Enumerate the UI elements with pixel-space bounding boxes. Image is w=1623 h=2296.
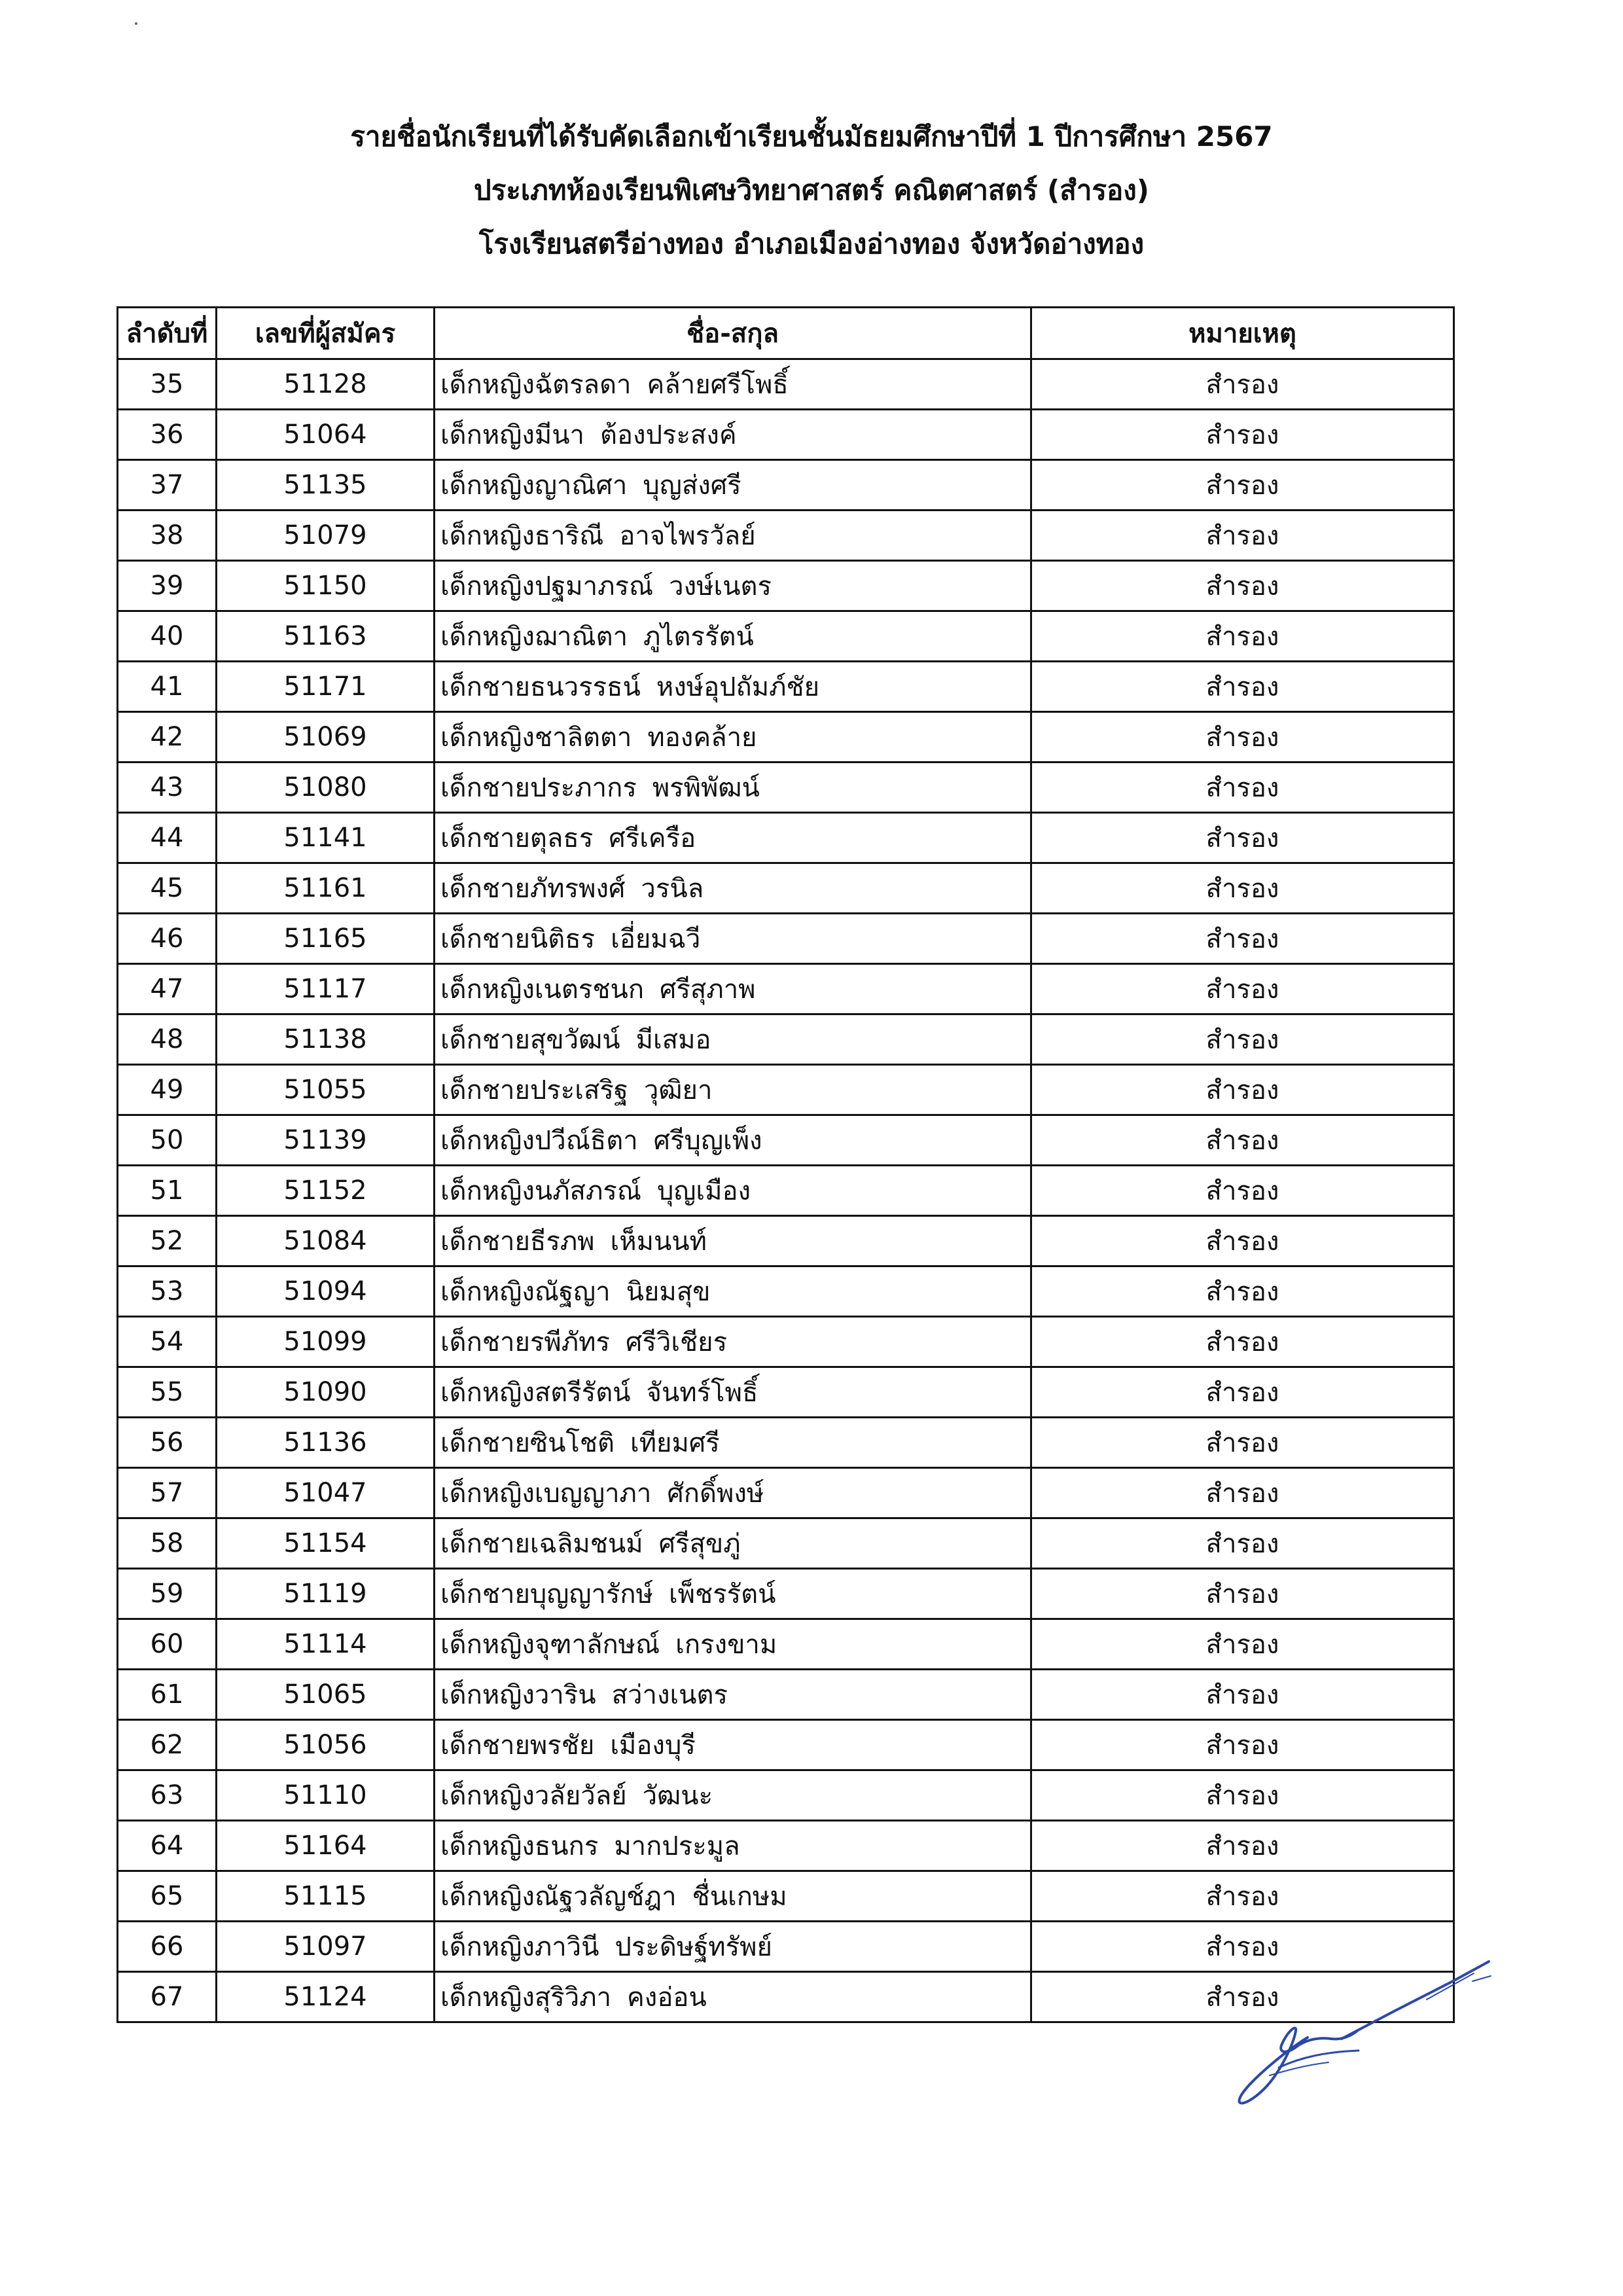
table-row	[118, 611, 1454, 662]
last-name: ต้องประสงค์	[600, 420, 737, 450]
last-name: ศรีเครือ	[609, 823, 696, 853]
applicant-no-cell: 51124	[217, 1972, 435, 2022]
name-cell	[435, 1922, 1031, 1972]
order-cell: 48	[118, 1014, 217, 1065]
remark-cell: สำรอง	[1031, 762, 1454, 813]
order-cell: 47	[118, 964, 217, 1014]
first-name: เด็กหญิงสุริวิภา	[440, 1982, 612, 2013]
last-name: คงอ่อน	[627, 1982, 707, 2013]
last-name: วรนิล	[641, 874, 704, 904]
name-cell	[435, 1770, 1031, 1821]
name-cell	[435, 1670, 1031, 1720]
name-cell	[435, 1821, 1031, 1871]
title-line-2: ประเภทห้องเรียนพิเศษวิทยาศาสตร์ คณิตศาสตร์ (สำรอง)	[474, 174, 1149, 206]
name-cell	[435, 359, 1031, 410]
first-name: เด็กหญิงเบญญาภา	[440, 1479, 652, 1509]
first-name: เด็กชายประเสริฐ	[440, 1075, 628, 1105]
column-header-applicant-no: เลขที่ผู้สมัคร	[217, 308, 435, 359]
table-row	[118, 1720, 1454, 1770]
last-name: เพ็ชรรัตน์	[669, 1579, 776, 1609]
remark-cell: สำรอง	[1031, 1266, 1454, 1317]
order-cell: 62	[118, 1720, 217, 1770]
first-name: เด็กชายตุลธร	[440, 823, 594, 853]
remark-cell: สำรอง	[1031, 1569, 1454, 1619]
table-row	[118, 1468, 1454, 1518]
order-cell: 63	[118, 1770, 217, 1821]
order-cell: 57	[118, 1468, 217, 1518]
remark-cell: สำรอง	[1031, 1014, 1454, 1065]
order-cell: 61	[118, 1670, 217, 1720]
name-cell	[435, 1065, 1031, 1115]
first-name: เด็กหญิงธาริณี	[440, 521, 604, 551]
first-name: เด็กหญิงณัฐญา	[440, 1277, 611, 1307]
applicant-no-cell: 51138	[217, 1014, 435, 1065]
name-cell	[435, 1014, 1031, 1065]
remark-cell: สำรอง	[1031, 914, 1454, 964]
remark-cell: สำรอง	[1031, 410, 1454, 460]
last-name: ศรีสุขภู่	[658, 1529, 741, 1559]
remark-cell: สำรอง	[1031, 1418, 1454, 1468]
order-cell: 59	[118, 1569, 217, 1619]
first-name: เด็กหญิงภาวินี	[440, 1932, 599, 1962]
last-name: เทียมศรี	[630, 1428, 720, 1458]
last-name: วงษ์เนตร	[669, 571, 772, 601]
table-row	[118, 914, 1454, 964]
applicant-no-cell: 51154	[217, 1518, 435, 1569]
remark-cell: สำรอง	[1031, 1720, 1454, 1770]
name-cell	[435, 561, 1031, 611]
remark-cell: สำรอง	[1031, 1871, 1454, 1922]
applicant-no-cell: 51094	[217, 1266, 435, 1317]
order-cell: 37	[118, 460, 217, 511]
name-cell	[435, 1569, 1031, 1619]
order-cell: 66	[118, 1922, 217, 1972]
order-cell: 50	[118, 1115, 217, 1166]
order-cell: 53	[118, 1266, 217, 1317]
name-cell	[435, 410, 1031, 460]
order-cell: 39	[118, 561, 217, 611]
last-name: ศรีสุภาพ	[660, 975, 756, 1005]
order-cell: 52	[118, 1216, 217, 1266]
remark-cell: สำรอง	[1031, 359, 1454, 410]
applicant-no-cell: 51099	[217, 1317, 435, 1367]
order-cell: 35	[118, 359, 217, 410]
applicant-no-cell: 51164	[217, 1821, 435, 1871]
name-cell	[435, 1619, 1031, 1670]
last-name: จันทร์โพธิ์	[646, 1378, 758, 1408]
first-name: เด็กหญิงสตรีรัตน์	[440, 1378, 631, 1408]
name-cell	[435, 1720, 1031, 1770]
order-cell: 44	[118, 813, 217, 863]
table-row	[118, 410, 1454, 460]
remark-cell: สำรอง	[1031, 1216, 1454, 1266]
order-cell: 51	[118, 1166, 217, 1216]
applicant-no-cell: 51136	[217, 1418, 435, 1468]
table-row	[118, 863, 1454, 914]
remark-cell: สำรอง	[1031, 662, 1454, 712]
name-cell	[435, 1871, 1031, 1922]
first-name: เด็กหญิงมีนา	[440, 420, 585, 450]
table-row	[118, 712, 1454, 762]
applicant-no-cell: 51097	[217, 1922, 435, 1972]
first-name: เด็กชายธนวรรธน์	[440, 672, 641, 702]
name-cell	[435, 1518, 1031, 1569]
remark-cell: สำรอง	[1031, 1922, 1454, 1972]
name-cell	[435, 813, 1031, 863]
remark-cell: สำรอง	[1031, 1166, 1454, 1216]
last-name: ภูไตรรัตน์	[643, 622, 754, 652]
first-name: เด็กชายรพีภัทร	[440, 1327, 610, 1357]
applicant-no-cell: 51110	[217, 1770, 435, 1821]
remark-cell: สำรอง	[1031, 1367, 1454, 1418]
table-row	[118, 762, 1454, 813]
first-name: เด็กหญิงชาลิตตา	[440, 723, 632, 753]
last-name: อาจไพรวัลย์	[619, 521, 756, 551]
first-name: เด็กชายสุขวัฒน์	[440, 1025, 620, 1055]
first-name: เด็กชายประภากร	[440, 773, 637, 803]
applicant-no-cell: 51171	[217, 662, 435, 712]
last-name: ทองคล้าย	[647, 723, 757, 753]
name-cell	[435, 1317, 1031, 1367]
applicant-no-cell: 51064	[217, 410, 435, 460]
name-cell	[435, 511, 1031, 561]
table-row	[118, 1065, 1454, 1115]
table-row	[118, 1670, 1454, 1720]
column-header-remark: หมายเหตุ	[1031, 308, 1454, 359]
name-cell	[435, 1166, 1031, 1216]
remark-cell: สำรอง	[1031, 561, 1454, 611]
applicant-no-cell: 51139	[217, 1115, 435, 1166]
first-name: เด็กชายพรชัย	[440, 1731, 595, 1761]
order-cell: 36	[118, 410, 217, 460]
first-name: เด็กหญิงปฐมาภรณ์	[440, 571, 654, 601]
order-cell: 55	[118, 1367, 217, 1418]
name-cell	[435, 1266, 1031, 1317]
remark-cell: สำรอง	[1031, 1468, 1454, 1518]
last-name: วุฒิยา	[643, 1075, 713, 1105]
last-name: ศรีบุญเพ็ง	[653, 1126, 762, 1156]
first-name: เด็กชายเฉลิมชนม์	[440, 1529, 643, 1559]
last-name: บุญส่งศรี	[643, 471, 741, 501]
document-header	[0, 110, 1623, 271]
first-name: เด็กหญิงเนตรชนก	[440, 975, 645, 1005]
table-row	[118, 1871, 1454, 1922]
first-name: เด็กหญิงณัฐวลัญช์ฎา	[440, 1882, 677, 1912]
name-cell	[435, 1216, 1031, 1266]
table-row	[118, 813, 1454, 863]
last-name: นิยมสุข	[626, 1277, 711, 1307]
remark-cell: สำรอง	[1031, 1115, 1454, 1166]
first-name: เด็กหญิงวลัยวัลย์	[440, 1781, 627, 1811]
name-cell	[435, 914, 1031, 964]
title-line-1: รายชื่อนักเรียนที่ได้รับคัดเลือกเข้าเรียนชั้นมัธยมศึกษาปีที่ 1 ปีการศึกษา 2567	[350, 120, 1273, 152]
first-name: เด็กหญิงฉัตรลดา	[440, 370, 632, 400]
last-name: เมืองบุรี	[610, 1731, 696, 1761]
applicant-no-cell: 51141	[217, 813, 435, 863]
table-row	[118, 1014, 1454, 1065]
table-row	[118, 1518, 1454, 1569]
last-name: มากประมูล	[614, 1831, 740, 1861]
order-cell: 56	[118, 1418, 217, 1468]
applicant-no-cell: 51069	[217, 712, 435, 762]
applicant-no-cell: 51115	[217, 1871, 435, 1922]
table-row	[118, 1619, 1454, 1670]
applicant-no-cell: 51163	[217, 611, 435, 662]
first-name: เด็กชายบุญญารักษ์	[440, 1579, 653, 1609]
first-name: เด็กชายภัทรพงศ์	[440, 874, 626, 904]
applicant-no-cell: 51080	[217, 762, 435, 813]
first-name: เด็กหญิงปวีณ์ธิตา	[440, 1126, 638, 1156]
last-name: มีเสมอ	[635, 1025, 711, 1055]
first-name: เด็กชายธีรภพ	[440, 1227, 595, 1257]
table-row	[118, 460, 1454, 511]
first-name: เด็กชายซินโชติ	[440, 1428, 615, 1458]
signature	[1230, 1947, 1505, 2124]
title-line-3: โรงเรียนสตรีอ่างทอง อำเภอเมืองอ่างทอง จังหวัดอ่างทอง	[478, 228, 1145, 260]
first-name: เด็กหญิงวาริน	[440, 1680, 596, 1710]
order-cell: 45	[118, 863, 217, 914]
table-row	[118, 511, 1454, 561]
applicant-no-cell: 51090	[217, 1367, 435, 1418]
order-cell: 58	[118, 1518, 217, 1569]
column-header-name: ชื่อ-สกุล	[435, 308, 1031, 359]
order-cell: 49	[118, 1065, 217, 1115]
last-name: ชื่นเกษม	[692, 1882, 787, 1912]
applicant-no-cell: 51150	[217, 561, 435, 611]
remark-cell: สำรอง	[1031, 460, 1454, 511]
table-row	[118, 1115, 1454, 1166]
remark-cell: สำรอง	[1031, 1317, 1454, 1367]
table-row	[118, 359, 1454, 410]
last-name: วัฒนะ	[642, 1781, 713, 1811]
last-name: คล้ายศรีโพธิ์	[647, 370, 789, 400]
table-row	[118, 1821, 1454, 1871]
name-cell	[435, 1115, 1031, 1166]
applicant-no-cell: 51152	[217, 1166, 435, 1216]
remark-cell: สำรอง	[1031, 964, 1454, 1014]
order-cell: 38	[118, 511, 217, 561]
last-name: เอี่ยมฉวี	[611, 924, 701, 954]
first-name: เด็กหญิงนภัสภรณ์	[440, 1176, 641, 1206]
order-cell: 60	[118, 1619, 217, 1670]
name-cell	[435, 1367, 1031, 1418]
first-name: เด็กหญิงจุฑาลักษณ์	[440, 1630, 660, 1660]
applicant-no-cell: 51114	[217, 1619, 435, 1670]
order-cell: 54	[118, 1317, 217, 1367]
remark-cell: สำรอง	[1031, 1770, 1454, 1821]
last-name: ศรีวิเชียร	[625, 1327, 728, 1357]
first-name: เด็กหญิงญาณิศา	[440, 471, 628, 501]
name-cell	[435, 460, 1031, 511]
applicant-no-cell: 51135	[217, 460, 435, 511]
applicant-no-cell: 51165	[217, 914, 435, 964]
remark-cell: สำรอง	[1031, 1670, 1454, 1720]
table-row	[118, 964, 1454, 1014]
last-name: เห็มนนท์	[610, 1227, 707, 1257]
name-cell	[435, 1418, 1031, 1468]
name-cell	[435, 1468, 1031, 1518]
scan-dot	[135, 22, 137, 25]
last-name: เกรงขาม	[675, 1630, 777, 1660]
remark-cell: สำรอง	[1031, 611, 1454, 662]
column-header-order: ลำดับที่	[118, 308, 217, 359]
table-row	[118, 1770, 1454, 1821]
applicant-no-cell: 51056	[217, 1720, 435, 1770]
applicant-no-cell: 51117	[217, 964, 435, 1014]
first-name: เด็กชายนิติธร	[440, 924, 596, 954]
name-cell	[435, 1972, 1031, 2022]
last-name: พรพิพัฒน์	[652, 773, 760, 803]
applicant-no-cell: 51055	[217, 1065, 435, 1115]
applicant-no-cell: 51084	[217, 1216, 435, 1266]
remark-cell: สำรอง	[1031, 511, 1454, 561]
name-cell	[435, 611, 1031, 662]
table-row	[118, 662, 1454, 712]
name-cell	[435, 762, 1031, 813]
first-name: เด็กหญิงธนกร	[440, 1831, 599, 1861]
remark-cell: สำรอง	[1031, 1972, 1454, 2022]
last-name: ประดิษฐ์ทรัพย์	[615, 1932, 772, 1962]
remark-cell: สำรอง	[1031, 813, 1454, 863]
table-row	[118, 1418, 1454, 1468]
order-cell: 43	[118, 762, 217, 813]
order-cell: 41	[118, 662, 217, 712]
order-cell: 65	[118, 1871, 217, 1922]
remark-cell: สำรอง	[1031, 1065, 1454, 1115]
applicant-no-cell: 51079	[217, 511, 435, 561]
table-row	[118, 1367, 1454, 1418]
applicant-no-cell: 51065	[217, 1670, 435, 1720]
first-name: เด็กหญิงฌาณิตา	[440, 622, 628, 652]
table-row	[118, 561, 1454, 611]
order-cell: 67	[118, 1972, 217, 2022]
name-cell	[435, 863, 1031, 914]
last-name: หงษ์อุปถัมภ์ชัย	[656, 672, 820, 702]
name-cell	[435, 712, 1031, 762]
table-body	[118, 359, 1454, 2022]
applicant-no-cell: 51161	[217, 863, 435, 914]
last-name: สว่างเนตร	[611, 1680, 728, 1710]
order-cell: 42	[118, 712, 217, 762]
remark-cell: สำรอง	[1031, 863, 1454, 914]
applicant-no-cell: 51119	[217, 1569, 435, 1619]
remark-cell: สำรอง	[1031, 1619, 1454, 1670]
remark-cell: สำรอง	[1031, 1518, 1454, 1569]
table-row	[118, 1166, 1454, 1216]
table-row	[118, 1216, 1454, 1266]
order-cell: 46	[118, 914, 217, 964]
table-row	[118, 1317, 1454, 1367]
order-cell: 40	[118, 611, 217, 662]
name-cell	[435, 964, 1031, 1014]
last-name: ศักดิ์พงษ์	[667, 1479, 764, 1509]
remark-cell: สำรอง	[1031, 712, 1454, 762]
table-row	[118, 1569, 1454, 1619]
table-header-row	[118, 308, 1454, 359]
last-name: บุญเมือง	[656, 1176, 751, 1206]
table-row	[118, 1266, 1454, 1317]
student-table	[116, 306, 1455, 2023]
name-cell	[435, 662, 1031, 712]
remark-cell: สำรอง	[1031, 1821, 1454, 1871]
order-cell: 64	[118, 1821, 217, 1871]
applicant-no-cell: 51128	[217, 359, 435, 410]
applicant-no-cell: 51047	[217, 1468, 435, 1518]
